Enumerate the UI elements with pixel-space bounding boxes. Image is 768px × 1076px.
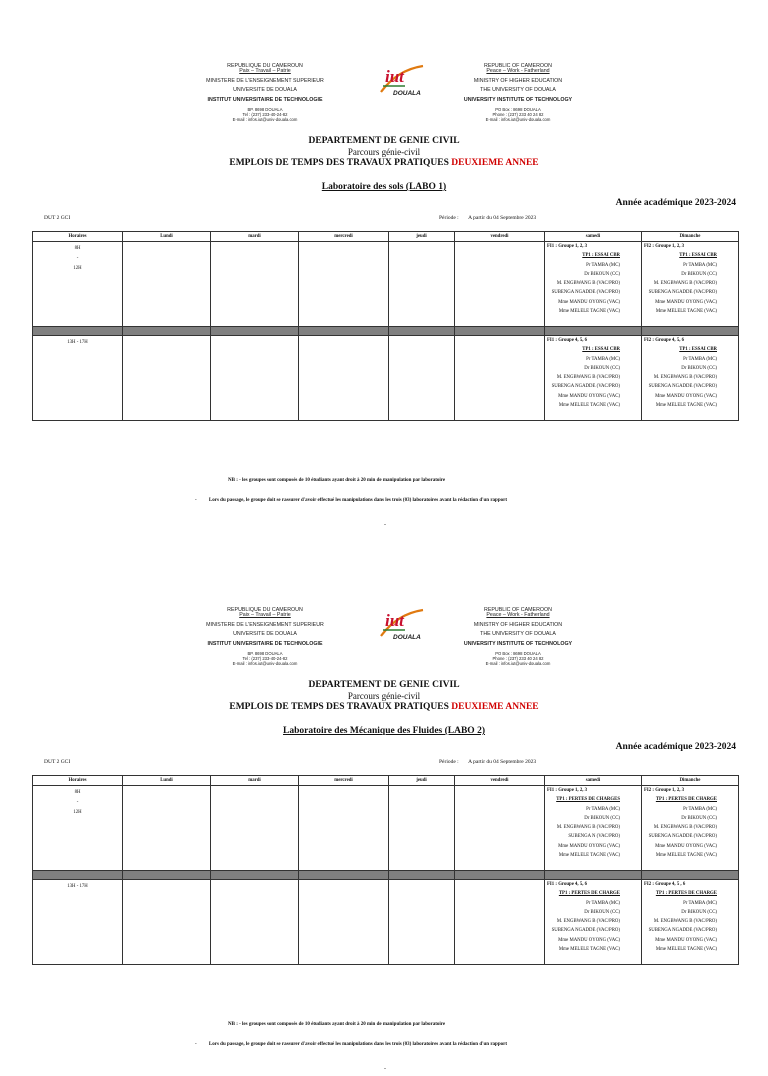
header-row [33,232,739,242]
program-subtitle: Parcours génie-civil [347,147,421,157]
tp-title: TP1 : ESSAI CBR [679,347,717,353]
letterhead-contact: Phone : (237) 233 40 24 82 [492,656,544,662]
empty-cell [299,336,389,421]
letterhead-contact: BP. 8698 DOUALA [247,651,283,657]
instructor: Pr TAMBA (MC) [683,356,717,362]
group-label: FI1 : Groupe 4, 5, 6 [547,338,588,343]
letterhead-line: MINISTERE DE L'ENSEIGNEMENT SUPERIEUR [206,77,324,84]
end-mark: - [384,1066,386,1072]
afternoon-slot-row [33,336,739,421]
instructor: Pr TAMBA (MC) [586,900,620,906]
lab-title: Laboratoire des sols (LABO 1) [321,182,447,192]
schedule-title [0,158,768,168]
letterhead-contact: BP. 8698 DOUALA [247,107,283,113]
instructor: Dr BIKOUN (CC) [681,909,717,915]
instructor: Mme MELELE TAGNE (VAC) [655,947,717,953]
hour-text: 12H [73,810,82,815]
group-label: FI2 : Groupe 4, 5 , 6 [644,882,686,887]
group-label: FI1 : Groupe 1, 2, 3 [547,244,588,249]
instructor: Dr BIKOUN (CC) [584,815,620,821]
morning-slot-row [33,786,739,871]
letterhead-contact: PO Box : 8698 DOUALA [495,107,541,113]
tp-title: TP1 : ESSAI CBR [582,347,620,353]
lab-title: Laboratoire des Mécanique des Fluides (LABO 2) [283,726,485,736]
empty-cell [389,786,455,871]
letterhead-line: UNIVERSITY INSTITUTE OF TECHNOLOGY [463,96,573,103]
instructor: SUBENGA NGADDE (VAC/PRO) [648,290,717,296]
instructor: Dr BIKOUN (CC) [584,365,620,371]
empty-cell [299,786,389,871]
instructor: M. ENGBWANG B (VAC/PRO) [653,281,717,287]
instructor: SUBENGA NGADDE (VAC/PRO) [551,290,620,296]
letterhead-line: REPUBLIC OF CAMEROON [484,63,552,69]
instructor: SUBENGA NGADDE (VAC/PRO) [648,928,717,934]
empty-cell [211,880,299,965]
column-header: Lundi [123,232,211,242]
instructor: Pr TAMBA (MC) [683,806,717,812]
instructor: M. ENGBWANG B (VAC/PRO) [653,375,717,381]
group-label: FI2 : Groupe 4, 5, 6 [644,338,685,343]
instructor: Mme MANDU OYONG (VAC) [558,843,620,849]
sunday-session [642,880,739,965]
instructor: M. ENGBWANG B (VAC/PRO) [653,919,717,925]
letterhead-line: REPUBLIC OF CAMEROON [484,607,552,613]
saturday-session [545,242,642,327]
column-header: Dimanche [642,232,739,242]
tp-title: TP1 : PERTES DE CHARGES [556,797,620,803]
group-label: FI2 : Groupe 1, 2, 3 [644,244,685,249]
timetable [32,775,739,965]
instructor: Mme MANDU OYONG (VAC) [558,393,620,399]
letterhead-line: Peace – Work - Fatherland [486,612,550,619]
procedure-note [195,1042,507,1047]
empty-cell [455,786,545,871]
instructor: SUBENGA N (VAC/PRO) [568,834,620,840]
iut-logo [377,62,427,100]
letterhead-line: REPUBLIQUE DU CAMEROUN [227,63,303,69]
sunday-session [642,336,739,421]
logo-subtext: DOUALA [393,634,421,641]
empty-cell [299,242,389,327]
period-value: A partir du 04 Septembre 2023 [468,759,537,765]
iut-logo [377,606,427,644]
letterhead-contact: Tel : (237) 233-40-24-82 [242,112,288,118]
class-label: DUT 2 GCI [44,759,71,765]
empty-cell [299,880,389,965]
instructor: Dr BIKOUN (CC) [584,271,620,277]
instructor: Pr TAMBA (MC) [586,262,620,268]
saturday-session [545,880,642,965]
letterhead-contact: PO Box : 8698 DOUALA [495,651,541,657]
instructor: SUBENGA NGADDE (VAC/PRO) [551,384,620,390]
letterhead-english [438,606,598,667]
letterhead [185,606,600,676]
letterhead-contact: Tel : (237) 233-40-24-82 [242,656,288,662]
break-row [33,871,739,880]
empty-cell [455,242,545,327]
nb-note: NB : - les groupes sont composés de 10 étudiants ayant droit à 20 min de manipulation par laboratoire [228,478,446,483]
letterhead-contact: E-mail : infos.iut@univ-douala.com [232,117,298,123]
column-header: samedi [545,232,642,242]
end-mark: - [384,522,386,528]
timetable-section [0,62,768,532]
year-highlight: DEUXIEME ANNEE [451,158,539,168]
empty-cell [123,336,211,421]
column-header: mardi [211,232,299,242]
column-header: samedi [545,776,642,786]
instructor: SUBENGA NGADDE (VAC/PRO) [648,384,717,390]
hour-text: - [76,256,79,261]
column-header: Lundi [123,776,211,786]
instructor: Dr BIKOUN (CC) [584,909,620,915]
instructor: Mme MANDU OYONG (VAC) [655,843,717,849]
instructor: Pr TAMBA (MC) [586,356,620,362]
header-row [33,776,739,786]
instructor: Mme MANDU OYONG (VAC) [655,299,717,305]
letterhead-line: UNIVERSITE DE DOUALA [233,87,297,94]
hour-text: 8H [74,246,81,251]
instructor: M. ENGBWANG B (VAC/PRO) [653,825,717,831]
letterhead-french [185,606,345,667]
column-header: jeudi [389,776,455,786]
column-header: mardi [211,776,299,786]
instructor: Mme MELELE TAGNE (VAC) [558,403,620,409]
instructor: Pr TAMBA (MC) [683,262,717,268]
letterhead-contact: E-mail : infos.iut@univ-douala.com [485,661,551,667]
empty-cell [123,786,211,871]
instructor: Mme MANDU OYONG (VAC) [655,937,717,943]
group-label: FI1 : Groupe 1, 2, 3 [547,788,588,793]
instructor: Mme MELELE TAGNE (VAC) [655,853,717,859]
sunday-session [642,242,739,327]
hours-cell [33,880,123,965]
letterhead-contact: E-mail : infos.iut@univ-douala.com [485,117,551,123]
department-title: DEPARTEMENT DE GENIE CIVIL [308,680,460,690]
instructor: Pr TAMBA (MC) [586,806,620,812]
empty-cell [211,786,299,871]
column-header: mercredi [299,776,389,786]
instructor: Mme MELELE TAGNE (VAC) [655,403,717,409]
empty-cell [455,880,545,965]
letterhead-contact: Phone : (237) 233 40 24 82 [492,112,544,118]
instructor: Mme MANDU OYONG (VAC) [558,937,620,943]
letterhead-line: UNIVERSITY INSTITUTE OF TECHNOLOGY [463,640,573,647]
hours-cell [33,242,123,327]
empty-cell [389,242,455,327]
saturday-session [545,336,642,421]
tp-title: TP1 : ESSAI CBR [582,253,620,259]
instructor: M. ENGBWANG B (VAC/PRO) [556,375,620,381]
afternoon-slot-row [33,880,739,965]
instructor: SUBENGA NGADDE (VAC/PRO) [648,834,717,840]
instructor: SUBENGA NGADDE (VAC/PRO) [551,928,620,934]
instructor: Pr TAMBA (MC) [683,900,717,906]
hours-cell [33,336,123,421]
period [439,759,536,765]
empty-cell [123,242,211,327]
column-header: vendredi [455,232,545,242]
group-label: FI2 : Groupe 1, 2, 3 [644,788,685,793]
procedure-note [195,498,507,503]
year-highlight: DEUXIEME ANNEE [451,702,539,712]
hour-text: 12H [73,266,82,271]
sunday-session [642,786,739,871]
instructor: Dr BIKOUN (CC) [681,365,717,371]
letterhead-line: Paix – Travail – Patrie [239,612,291,619]
period-label: Période : [439,215,459,221]
letterhead-line: UNIVERSITE DE DOUALA [233,631,297,638]
letterhead-line: Peace – Work - Fatherland [486,68,550,75]
break-row [33,327,739,336]
saturday-session [545,786,642,871]
tp-title: TP1 : ESSAI CBR [679,253,717,259]
timetable [32,231,739,421]
column-header: mercredi [299,232,389,242]
empty-cell [211,336,299,421]
logo-text: iut [385,611,404,630]
morning-slot-row [33,242,739,327]
tp-title: TP1 : PERTES DE CHARGE [558,891,620,897]
letterhead-line: THE UNIVERSITY OF DOUALA [480,631,556,638]
tp-title: TP1 : PERTES DE CHARGE [655,797,717,803]
column-header: Dimanche [642,776,739,786]
academic-year: Année académique 2023-2024 [615,742,736,752]
letterhead-line: INSTITUT UNIVERSITAIRE DE TECHNOLOGIE [207,640,323,647]
hours-cell [33,786,123,871]
empty-cell [123,880,211,965]
period-value: A partir du 04 Septembre 2023 [468,215,537,221]
letterhead-line: THE UNIVERSITY OF DOUALA [480,87,556,94]
schedule-title-text: EMPLOIS DE TEMPS DES TRAVAUX PRATIQUES [229,702,449,712]
instructor: Dr BIKOUN (CC) [681,271,717,277]
program-subtitle: Parcours génie-civil [347,691,421,701]
letterhead-french [185,62,345,123]
instructor: Mme MELELE TAGNE (VAC) [655,309,717,315]
instructor: Dr BIKOUN (CC) [681,815,717,821]
department-title: DEPARTEMENT DE GENIE CIVIL [308,136,460,146]
note-text: Lors du passage, le groupe doit se rassurer d'avoir effectué les manipulations dans les trois (03) laboratoires avant la rédaction d'un rapport [208,498,507,503]
column-header: jeudi [389,232,455,242]
letterhead-line: Paix – Travail – Patrie [239,68,291,75]
note-text: Lors du passage, le groupe doit se rassurer d'avoir effectué les manipulations dans les trois (03) laboratoires avant la rédaction d'un rapport [208,1042,507,1047]
instructor: M. ENGBWANG B (VAC/PRO) [556,919,620,925]
academic-year: Année académique 2023-2024 [615,198,736,208]
hour-text: 13H - 17H [67,884,88,889]
note-dash: - [195,498,197,503]
letterhead-line: MINISTRY OF HIGHER EDUCATION [473,621,563,628]
letterhead-line: REPUBLIQUE DU CAMEROUN [227,607,303,613]
period [439,215,536,221]
note-dash: - [195,1042,197,1047]
logo-subtext: DOUALA [393,90,421,97]
column-header: Horaires [33,232,123,242]
letterhead-line: MINISTRY OF HIGHER EDUCATION [473,77,563,84]
empty-cell [211,242,299,327]
class-label: DUT 2 GCI [44,215,71,221]
empty-cell [455,336,545,421]
hour-text: - [76,800,79,805]
instructor: M. ENGBWANG B (VAC/PRO) [556,825,620,831]
schedule-title-text: EMPLOIS DE TEMPS DES TRAVAUX PRATIQUES [229,158,449,168]
empty-cell [389,336,455,421]
timetable-section [0,606,768,1076]
letterhead-english [438,62,598,123]
letterhead-contact: E-mail : infos.iut@univ-douala.com [232,661,298,667]
nb-note: NB : - les groupes sont composés de 10 étudiants ayant droit à 20 min de manipulation par laboratoire [228,1022,446,1027]
instructor: Mme MANDU OYONG (VAC) [655,393,717,399]
letterhead-line: INSTITUT UNIVERSITAIRE DE TECHNOLOGIE [207,96,323,103]
group-label: FI1 : Groupe 4, 5, 6 [547,882,588,887]
instructor: Mme MELELE TAGNE (VAC) [558,947,620,953]
instructor: M. ENGBWANG B (VAC/PRO) [556,281,620,287]
logo-text: iut [385,67,404,86]
instructor: Mme MELELE TAGNE (VAC) [558,853,620,859]
hour-text: 8H [74,790,81,795]
letterhead [185,62,600,132]
empty-cell [389,880,455,965]
instructor: Mme MELELE TAGNE (VAC) [558,309,620,315]
tp-title: TP1 : PERTES DE CHARGE [655,891,717,897]
period-label: Période : [439,759,459,765]
column-header: Horaires [33,776,123,786]
hour-text: 13H - 17H [67,340,88,345]
column-header: vendredi [455,776,545,786]
instructor: Mme MANDU OYONG (VAC) [558,299,620,305]
schedule-title [0,702,768,712]
letterhead-line: MINISTERE DE L'ENSEIGNEMENT SUPERIEUR [206,621,324,628]
